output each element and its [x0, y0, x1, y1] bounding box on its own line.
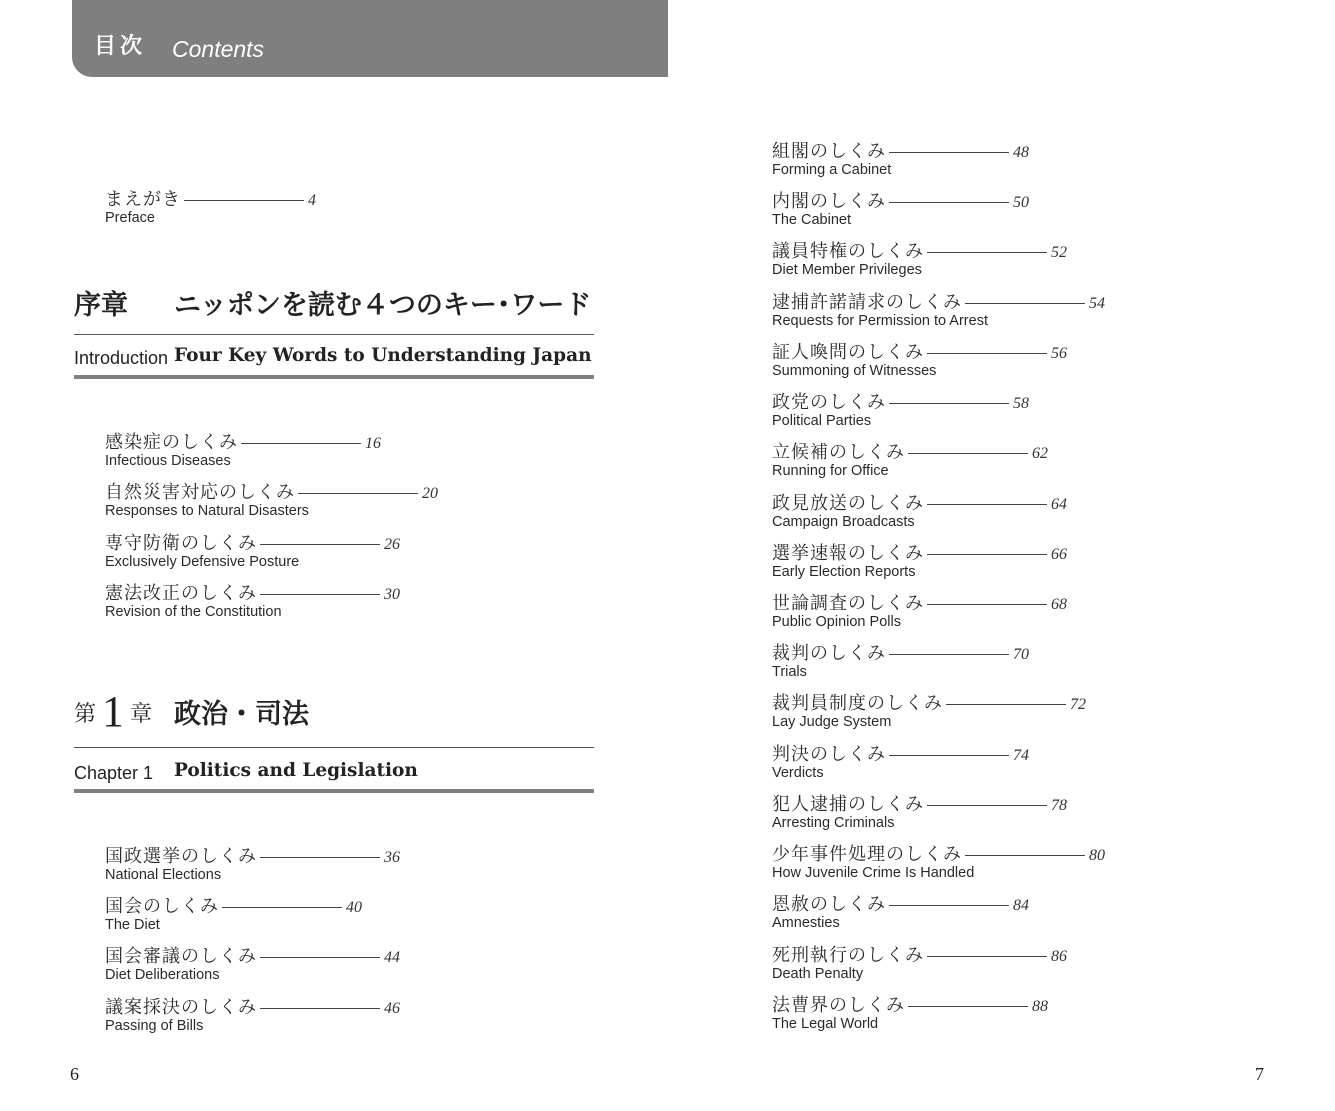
leader-line	[965, 855, 1085, 856]
toc-entry[interactable]	[772, 890, 1029, 932]
leader-line	[260, 957, 380, 958]
leader-line	[222, 907, 342, 908]
toc-entry-page: 30	[384, 586, 400, 603]
toc-entry-jp: 恩赦のしくみ	[772, 894, 886, 915]
toc-entry-en: Forming a Cabinet	[772, 162, 892, 178]
toc-entry-en: National Elections	[105, 867, 222, 883]
contents-header	[72, 0, 668, 77]
toc-entry[interactable]	[772, 388, 1029, 430]
toc-entry-page: 4	[308, 192, 316, 209]
toc-entry[interactable]	[105, 529, 400, 571]
chapter-number: 1	[102, 687, 124, 736]
toc-entry[interactable]	[772, 941, 1067, 983]
leader-line	[260, 857, 380, 858]
leader-line	[946, 704, 1066, 705]
toc-entry-en: Requests for Permission to Arrest	[772, 313, 988, 329]
toc-entry-page: 78	[1051, 797, 1067, 814]
toc-entry-jp: 組閣のしくみ	[772, 141, 886, 162]
toc-entry-en: Amnesties	[772, 915, 840, 931]
toc-entry-en: The Cabinet	[772, 212, 851, 228]
toc-entry[interactable]	[772, 237, 1067, 279]
toc-entry-page: 36	[384, 849, 400, 866]
chapter-label-suffix: 章	[130, 702, 153, 727]
toc-entry-jp: 政見放送のしくみ	[772, 493, 924, 514]
toc-entry-en: Lay Judge System	[772, 714, 892, 730]
toc-entry[interactable]	[772, 589, 1067, 631]
toc-entry-jp: 国会審議のしくみ	[105, 946, 257, 967]
toc-entry-jp: 証人喚問のしくみ	[772, 342, 924, 363]
toc-entry-page: 72	[1070, 696, 1086, 713]
section-title-en: Four Key Words to Understanding Japan	[174, 345, 592, 366]
leader-line	[927, 353, 1047, 354]
section-label: 序章	[74, 290, 128, 321]
toc-entry-en: Responses to Natural Disasters	[105, 503, 309, 519]
toc-entry[interactable]	[772, 489, 1067, 531]
toc-entry-jp: 判決のしくみ	[772, 744, 886, 765]
leader-line	[260, 544, 380, 545]
leader-line	[908, 453, 1028, 454]
toc-entry-en: Diet Member Privileges	[772, 262, 922, 278]
leader-line	[889, 654, 1009, 655]
toc-entry-page: 26	[384, 536, 400, 553]
leader-line	[927, 956, 1047, 957]
toc-entry-en: Preface	[105, 210, 155, 226]
toc-entry-page: 16	[365, 435, 381, 452]
leader-line	[927, 554, 1047, 555]
toc-entry[interactable]	[772, 840, 1105, 882]
toc-entry[interactable]	[772, 338, 1067, 380]
toc-entry-page: 88	[1032, 998, 1048, 1015]
toc-entry-jp: 死刑執行のしくみ	[772, 945, 924, 966]
toc-entry-page: 66	[1051, 546, 1067, 563]
toc-entry[interactable]	[772, 991, 1048, 1033]
leader-line	[908, 1006, 1028, 1007]
toc-entry-en: Running for Office	[772, 463, 889, 479]
leader-line	[889, 755, 1009, 756]
toc-entry-en: Early Election Reports	[772, 564, 916, 580]
toc-entry-jp: 国会のしくみ	[105, 896, 219, 917]
toc-entry-jp: 専守防衛のしくみ	[105, 533, 257, 554]
header-en-title: Contents	[172, 36, 265, 62]
leader-line	[241, 443, 361, 444]
toc-entry-page: 64	[1051, 496, 1067, 513]
section-label-en: Chapter 1	[74, 763, 154, 783]
toc-entry-jp: 感染症のしくみ	[105, 432, 238, 453]
toc-entry[interactable]	[105, 842, 400, 884]
toc-entry-en: Infectious Diseases	[105, 453, 231, 469]
leader-line	[298, 493, 418, 494]
toc-entry[interactable]	[772, 639, 1029, 681]
leader-line	[889, 152, 1009, 153]
toc-entry-jp: 犯人逮捕のしくみ	[772, 794, 924, 815]
toc-entry[interactable]	[772, 539, 1067, 581]
toc-entry-jp: 立候補のしくみ	[772, 442, 905, 463]
leader-line	[260, 1008, 380, 1009]
header-jp-title: 目次	[94, 34, 147, 59]
toc-entry-en: How Juvenile Crime Is Handled	[772, 865, 975, 881]
leader-line	[889, 403, 1009, 404]
toc-entry[interactable]	[772, 438, 1048, 480]
toc-entry-jp: 選挙速報のしくみ	[772, 543, 924, 564]
toc-entry-page: 54	[1089, 295, 1105, 312]
toc-entry[interactable]	[105, 993, 400, 1035]
toc-entry[interactable]	[772, 689, 1086, 731]
toc-entry-page: 68	[1051, 596, 1067, 613]
toc-entry-jp: 裁判のしくみ	[772, 643, 886, 664]
toc-entry-en: Arresting Criminals	[772, 815, 895, 831]
toc-entry-page: 48	[1013, 144, 1029, 161]
toc-entry[interactable]	[772, 790, 1067, 832]
chapter-label-prefix: 第	[74, 702, 97, 727]
toc-entry-page: 20	[422, 485, 438, 502]
toc-entry[interactable]	[772, 288, 1105, 330]
section-rule-thick	[74, 789, 594, 793]
page-number-left: 6	[70, 1064, 79, 1084]
section-title-jp: 政治・司法	[174, 699, 309, 730]
toc-entry-page: 50	[1013, 194, 1029, 211]
leader-line	[927, 252, 1047, 253]
toc-entry-en: Exclusively Defensive Posture	[105, 554, 300, 570]
toc-entry[interactable]	[105, 428, 381, 470]
toc-entry-en: Political Parties	[772, 413, 872, 429]
leader-line	[889, 202, 1009, 203]
toc-entry[interactable]	[772, 137, 1029, 179]
toc-entry-jp: 少年事件処理のしくみ	[772, 844, 962, 865]
toc-entry-en: Revision of the Constitution	[105, 604, 282, 620]
toc-entry-en: Passing of Bills	[105, 1018, 204, 1034]
toc-entry-page: 70	[1013, 646, 1029, 663]
toc-entry-page: 52	[1051, 244, 1067, 261]
toc-entry-jp: まえがき	[105, 189, 181, 210]
section-rule	[74, 747, 594, 748]
toc-entry-jp: 裁判員制度のしくみ	[772, 693, 943, 714]
toc-entry-en: Death Penalty	[772, 966, 864, 982]
toc-entry-page: 56	[1051, 345, 1067, 362]
toc-entry-en: Trials	[772, 664, 807, 680]
section-title-jp: ニッポンを読む４つのキー･ワード	[174, 290, 592, 321]
toc-entry-jp: 議員特権のしくみ	[772, 241, 924, 262]
toc-entry-jp: 議案採決のしくみ	[105, 997, 257, 1018]
toc-entry-en: The Legal World	[772, 1016, 879, 1032]
toc-entry-en: Summoning of Witnesses	[772, 363, 937, 379]
toc-entry-page: 40	[346, 899, 362, 916]
toc-entry-page: 58	[1013, 395, 1029, 412]
toc-entry-en: Campaign Broadcasts	[772, 514, 915, 530]
toc-entry-page: 44	[384, 949, 400, 966]
leader-line	[927, 504, 1047, 505]
leader-line	[260, 594, 380, 595]
leader-line	[889, 905, 1009, 906]
toc-entry-page: 80	[1089, 847, 1105, 864]
toc-entry[interactable]	[105, 942, 400, 984]
toc-entry[interactable]	[772, 740, 1029, 782]
toc-entry-en: Diet Deliberations	[105, 967, 220, 983]
leader-line	[927, 604, 1047, 605]
section-label-en: Introduction	[74, 348, 169, 368]
leader-line	[184, 200, 304, 201]
section-chapter-1	[74, 687, 594, 783]
section-introduction	[74, 283, 594, 368]
toc-entry-jp: 憲法改正のしくみ	[105, 583, 257, 604]
toc-entry[interactable]	[105, 579, 400, 621]
leader-line	[965, 303, 1085, 304]
toc-entry-en: The Diet	[105, 917, 160, 933]
page-number-right: 7	[1255, 1064, 1264, 1084]
toc-entry-page: 86	[1051, 948, 1067, 965]
toc-entry-jp: 政党のしくみ	[772, 392, 886, 413]
toc-entry[interactable]	[772, 187, 1029, 229]
toc-entry-page: 62	[1032, 445, 1048, 462]
toc-entry[interactable]	[105, 892, 362, 934]
toc-entry-jp: 自然災害対応のしくみ	[105, 482, 295, 503]
section-rule	[74, 334, 594, 335]
toc-entry-page: 84	[1013, 897, 1029, 914]
section-rule-thick	[74, 375, 594, 379]
toc-entry-page: 46	[384, 1000, 400, 1017]
toc-entry-en: Verdicts	[772, 765, 824, 781]
leader-line	[927, 805, 1047, 806]
toc-entry[interactable]	[105, 478, 438, 520]
toc-entry-jp: 世論調査のしくみ	[772, 593, 924, 614]
toc-entry-jp: 法曹界のしくみ	[772, 995, 905, 1016]
toc-entry-page: 74	[1013, 747, 1029, 764]
toc-entry-preface[interactable]	[105, 185, 316, 227]
toc-entry-jp: 国政選挙のしくみ	[105, 846, 257, 867]
toc-entry-en: Public Opinion Polls	[772, 614, 901, 630]
toc-entry-jp: 内閣のしくみ	[772, 191, 886, 212]
toc-entry-jp: 逮捕許諾請求のしくみ	[772, 292, 962, 313]
section-title-en: Politics and Legislation	[174, 760, 418, 781]
